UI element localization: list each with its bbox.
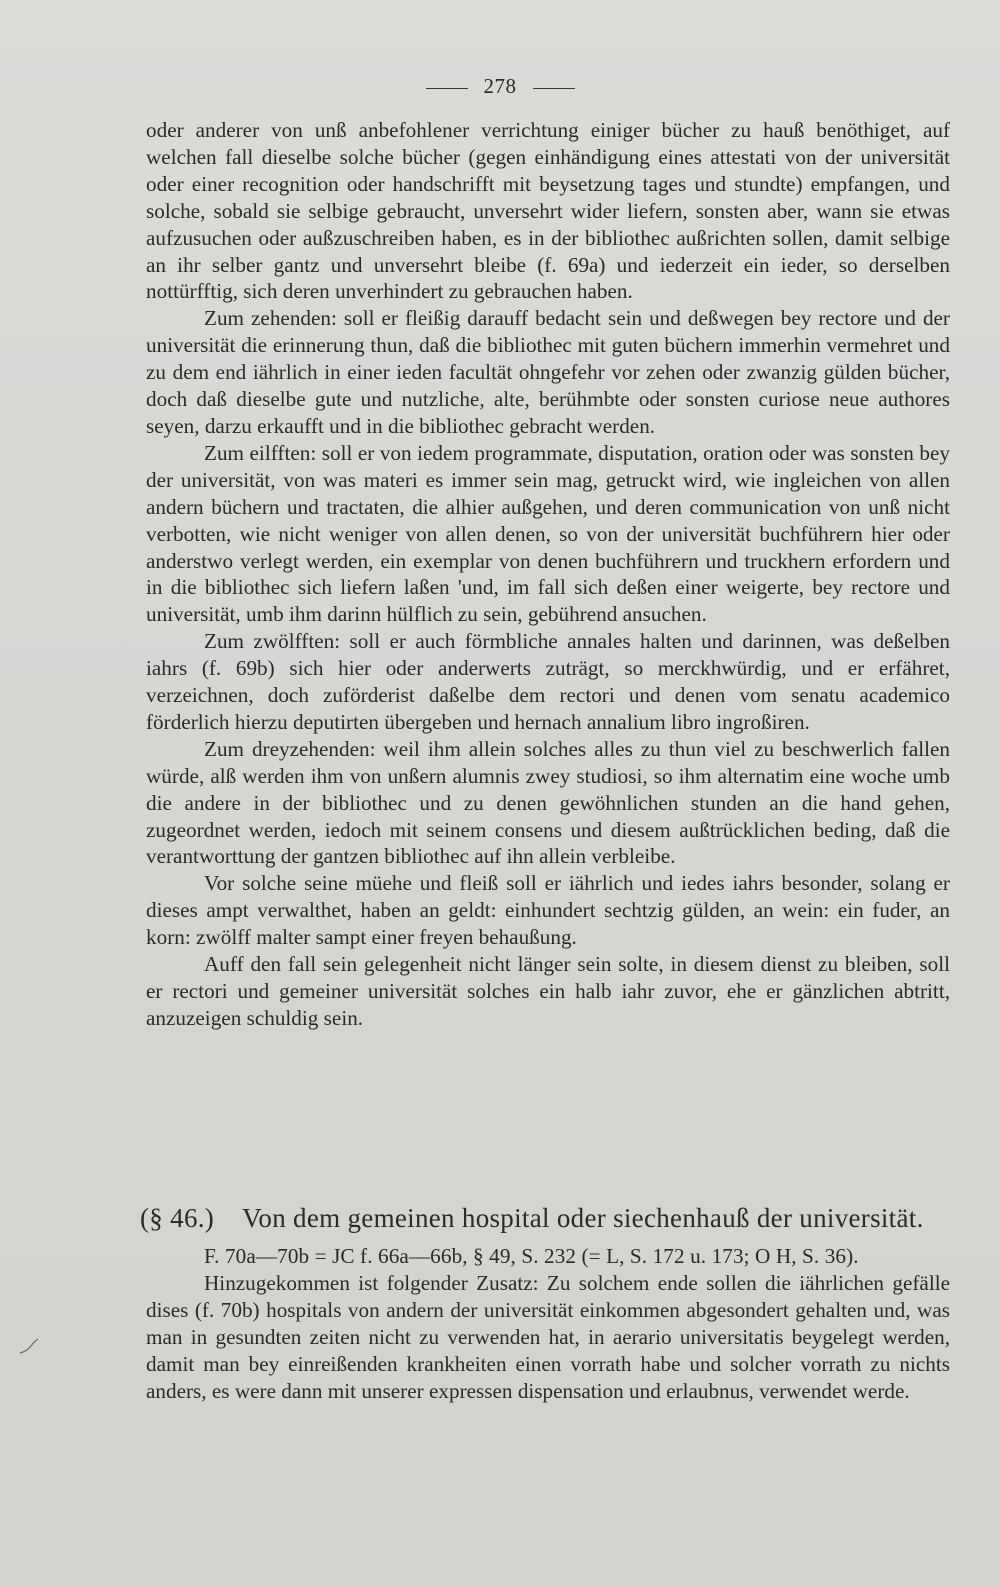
section-text — [146, 1243, 950, 1404]
page-number-left-rule — [426, 88, 468, 89]
paragraph-zum-dreyzehenden: Zum dreyzehenden: weil ihm allein solches alles zu thun viel zu beschwerlich fallen würde, alß werden ihm von unßern alumnis zwey studiosi, so ihm alternatim eine woche umb die andere in der bibliothec und zu denen gewöhnlichen stunden an die hand gehen, zugeordnet werden, iedoch mit seinem consens und diesem außtrücklichen beding, daß die verantworttung der gantzen bibliothec auf ihn allein verbleibe. — [146, 736, 950, 869]
page-number-text: 278 — [483, 74, 517, 98]
paragraph-besoldung: Vor solche seine müehe und fleiß soll er iährlich und iedes iahrs besonder, solang er dieses ampt verwalthet, haben an geldt: einhundert sechtzig gülden, an wein: ein fuder, an korn: zwölff malter sampt einer freyen behaußung. — [146, 871, 950, 950]
section-number: (§ 46.) — [140, 1203, 215, 1233]
paragraph-zum-zehenden: Zum zehenden: soll er fleißig darauff bedacht sein und deßwegen bey rectore und der universität die erinnerung thun, daß die bibliothec mit guten büchern immerhin vermehret und zu dem end iährlich in einer ieden facultät ohngefehr vor zehen oder zwanzig gülden bücher, doch daß dieselbe gute und nutzliche, alte, berühmbte oder sonsten curiose neue authores seyen, darzu erkaufft und in die bibliothec gebracht werden. — [146, 306, 950, 438]
section-heading — [140, 1203, 960, 1234]
main-text — [146, 117, 950, 1032]
paragraph-abtritt: Auff den fall sein gelegenheit nicht länger sein solte, in diesem dienst zu bleiben, soll er rectori und gemeiner universität solches ein halb iahr zuvor, ehe er gänzlichen abtritt, anzuzeigen schuldig sein. — [146, 952, 950, 1030]
paragraph-zum-zwoelfften: Zum zwölfften: soll er auch förmbliche annales halten und darinnen, was deßelben iahrs (f. 69b) sich hier oder anderwerts zuträgt, so merckhwürdig, und er erfähret, verzeichnen, doch zuförderist daßelbe dem rectori und denen vom senatu academico förderlich hierzu deputirten übergeben und hernach annalium libro ingroßiren. — [146, 629, 950, 734]
paragraph-zum-eilfften: Zum eilfften: soll er von iedem programmate, disputation, oration oder was sonsten bey der universität, von was materi es immer sein mag, getruckt wird, wie ingleichen von allen andern büchern und tractaten, die alhier außgehen, und deren communication von unß nicht verbotten, wie nicht weniger von allen denen, so von der universität buchführern hier oder anderstwo verlegt werden, ein exemplar von denen buchführern und truckhern erfordern und in die bibliothec sich liefern laßen 'und, im fall sich deßen einer weigerte, bey rectore und universität, umb ihm darinn hülflich zu sein, gebührend ansuchen. — [146, 440, 950, 627]
page-number-right-rule — [533, 88, 575, 89]
section-reference: F. 70a—70b = JC f. 66a—66b, § 49, S. 232 (= L, S. 172 u. 173; O H, S. 36). — [204, 1244, 859, 1268]
section-title: Von dem gemeinen hospital oder siechenhauß der universität. — [242, 1203, 924, 1233]
paragraph-continuation: oder anderer von unß anbefohlener verrichtung einiger bücher zu hauß benöthiget, auf welchen fall dieselbe solche bücher (gegen einhändigung eines attestati von der universität oder einer recognition oder handschrifft mit beysetzung tages und stundte) empfangen, und solche, sobald sie selbige gebraucht, unversehrt wider liefern, sonsten aber, wann sie etwas aufzusuchen oder außzuschreiben haben, es in der bibliothec außrichten sollen, damit selbige an ihr selber gantz und unversehrt bleibe (f. 69a) und iederzeit ein ieder, so derselben nottürfftig, sich deren unverhindert zu gebrauchen haben. — [146, 118, 950, 304]
margin-pencil-mark — [18, 1337, 40, 1357]
page-number — [0, 74, 1000, 99]
section-addendum: Hinzugekommen ist folgender Zusatz: Zu solchem ende sollen die iährlichen gefälle dises (f. 70b) hospitals von andern der universität einkommen abgesondert gehalten und, was man in gesundten zeiten nicht zu verwenden hat, in aerario universitatis beygelegt werden, damit man bey einreißenden krankheiten einen vorrath habe und solcher vorrath zu nichts anders, es were dann mit unserer expressen dispensation und erlaubnus, verwendet werde. — [146, 1270, 950, 1403]
